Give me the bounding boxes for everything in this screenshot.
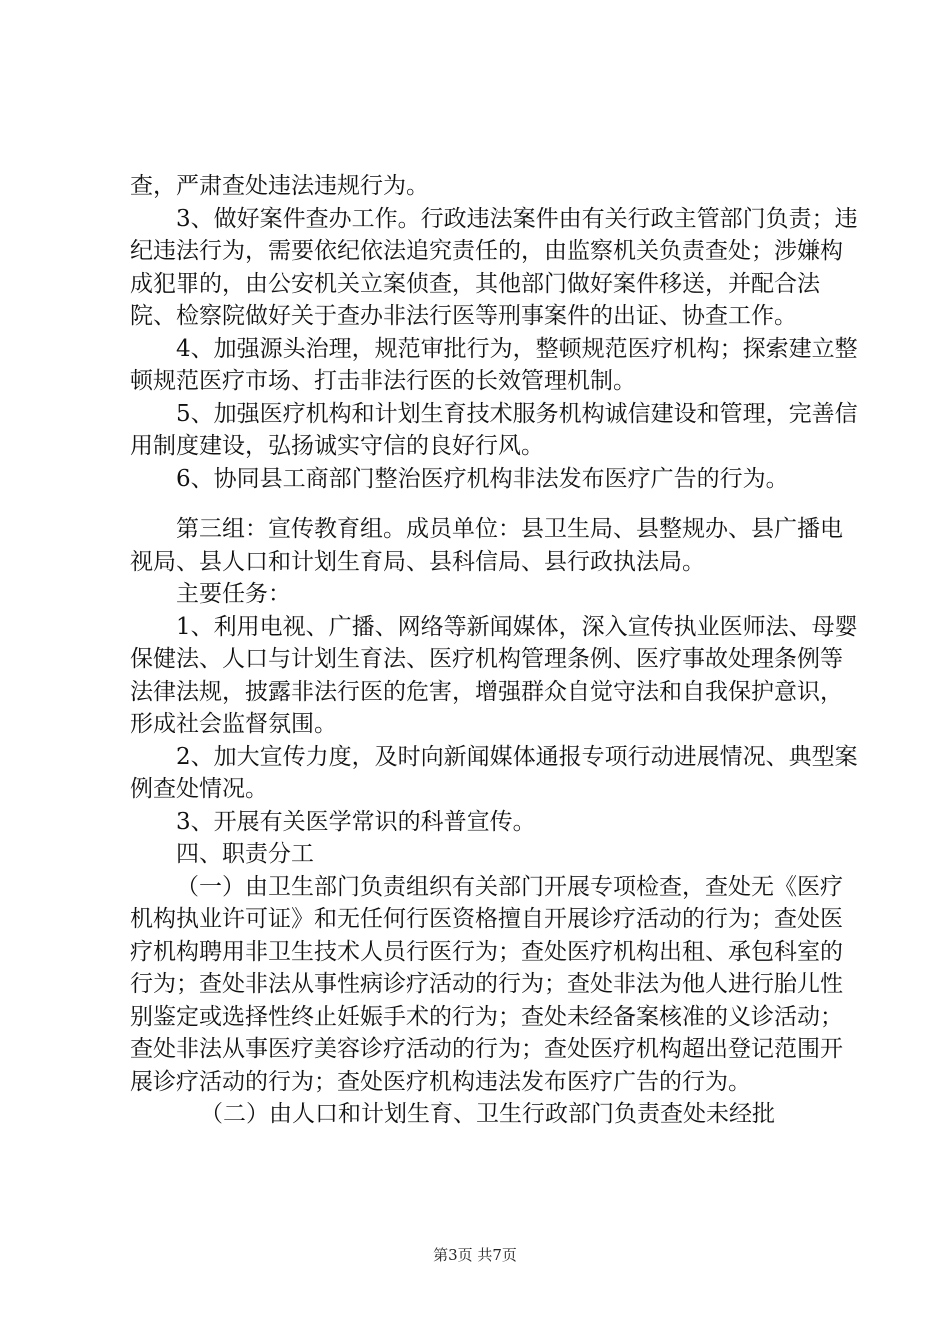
paragraph-task-2-publicity: 2、加大宣传力度，及时向新闻媒体通报专项行动进展情况、典型案例查处情况。 [130,743,858,802]
paragraph-item-4-source-governance: 4、加强源头治理，规范审批行为，整顿规范医疗机构；探索建立整顿规范医疗市场、打击非法行医的长效管理机制。 [130,335,858,394]
paragraph-continuation: 查，严肃查处违法违规行为。 [130,173,429,199]
paragraph-item-5-integrity: 5、加强医疗机构和计划生育技术服务机构诚信建设和管理，完善信用制度建设，弘扬诚实守信的良好行风。 [130,400,858,459]
paragraph-item-3-case-handling: 3、做好案件查办工作。行政违法案件由有关行政主管部门负责；违纪违法行为，需要依纪依法追究责任的，由监察机关负责查处；涉嫌构成犯罪的，由公安机关立案侦查，其他部门做好案件移送，并配合法院、检察院做好关于查办非法行医等刑事案件的出证、协查工作。 [130,205,858,329]
paragraph-task-1-media: 1、利用电视、广播、网络等新闻媒体，深入宣传执业医师法、母婴保健法、人口与计划生育法、医疗机构管理条例、医疗事故处理条例等法律法规，披露非法行医的危害，增强群众自觉守法和自我保护意识，形成社会监督氛围。 [130,613,858,737]
paragraph-duty-1-health-dept: （一）由卫生部门负责组织有关部门开展专项检查，查处无《医疗机构执业许可证》和无任何行医资格擅自开展诊疗活动的行为；查处医疗机构聘用非卫生技术人员行医行为；查处医疗机构出租、承包科室的行为；查处非法从事性病诊疗活动的行为；查处非法为他人进行胎儿性别鉴定或选择性终止妊娠手术的行为；查处未经备案核准的义诊活动；查处非法从事医疗美容诊疗活动的行为；查处医疗机构超出登记范围开展诊疗活动的行为；查处医疗机构违法发布医疗广告的行为。 [130,873,843,1095]
page-number-footer: 第3页 共7页 [433,1246,517,1264]
section-heading-responsibilities: 四、职责分工 [176,841,314,867]
paragraph-main-tasks-heading: 主要任务： [176,581,291,607]
document-body [130,170,860,1131]
paragraph-item-6-advertising: 6、协同县工商部门整治医疗机构非法发布医疗广告的行为。 [176,465,789,492]
paragraph-duty-2-family-planning: （二）由人口和计划生育、卫生行政部门负责查处未经批 [200,1101,775,1127]
paragraph-group-three: 第三组：宣传教育组。成员单位：县卫生局、县整规办、县广播电视局、县人口和计划生育局、县科信局、县行政执法局。 [130,516,843,575]
paragraph-gap [130,495,860,513]
paragraph-task-3-science: 3、开展有关医学常识的科普宣传。 [176,808,536,835]
